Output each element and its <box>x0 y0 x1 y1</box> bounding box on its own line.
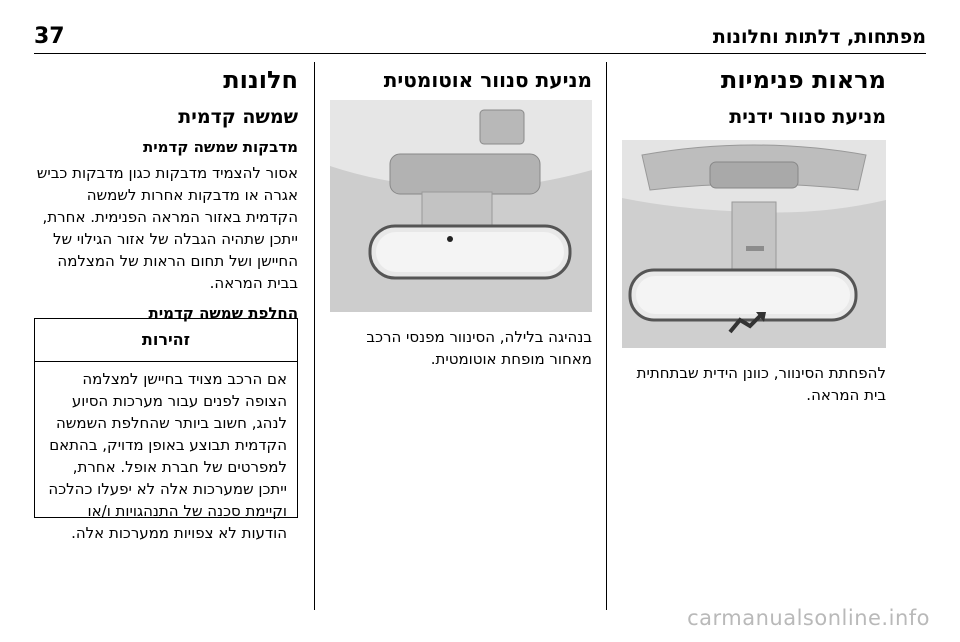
subsection-heading: מדבקות שמשה קדמית <box>143 138 298 156</box>
caution-title: זהירות <box>35 319 297 362</box>
section-subtitle: שמשה קדמית <box>178 106 298 128</box>
body-paragraph: אסור להצמיד מדבקות כגון מדבקות כביש אגרה או מדבקות אחרות לשמשה הקדמית באזור המראה הפנימית. אחרת, ייתכן שתהיה הגבלה של אזור הגילוי של החיישן ושל תחום הראות של המצלמה בבית המראה. <box>36 164 298 292</box>
section-title: מראות פנימיות <box>720 66 886 94</box>
column-divider <box>606 62 607 610</box>
page-number: 37 <box>34 24 65 49</box>
manual-dimming-mirror-figure <box>622 140 886 348</box>
column-divider <box>314 62 315 610</box>
manual-dimming-caption-block <box>622 362 886 406</box>
column-windows <box>34 64 298 324</box>
column-interior-mirrors <box>622 64 886 130</box>
section-title: חלונות <box>223 66 298 94</box>
section-title: מניעת סנוור אוטומטית <box>383 68 592 92</box>
running-title: מפתחות, דלתות וחלונות <box>712 26 926 48</box>
caution-box <box>34 318 298 542</box>
header-rule <box>34 53 926 54</box>
auto-dimming-caption-block <box>330 326 592 370</box>
figure-caption: להפחתת הסינוור, כוונן הידית שבתחתית בית המראה. <box>636 364 886 404</box>
auto-dimming-mirror-figure <box>330 100 592 312</box>
subsection-heading: החלפת שמשה קדמית <box>148 304 298 322</box>
watermark: carmanualsonline.info <box>687 606 930 630</box>
figure-caption: בנהיגה בלילה, הסינוור מפנסי הרכב מאחור מופחת אוטומטית. <box>366 328 592 368</box>
section-subtitle: מניעת סנוור ידנית <box>729 106 886 128</box>
column-auto-dimming <box>330 64 592 94</box>
page-header <box>34 24 926 54</box>
caution-text: אם הרכב מצויד בחיישן למצלמה הצופה לפנים עבור מערכות הסיוע לנהג, חשוב ביותר שהחלפת השמשה הקדמית תבוצע באופן מדויק, בהתאם למפרטים של חברת אופל. אחרת, ייתכן שמערכות אלה לא יפעלו כהלכה וקיימת סכנה של התנהגויות ו/או הודעות לא צפויות ממערכות אלה. <box>48 370 287 542</box>
